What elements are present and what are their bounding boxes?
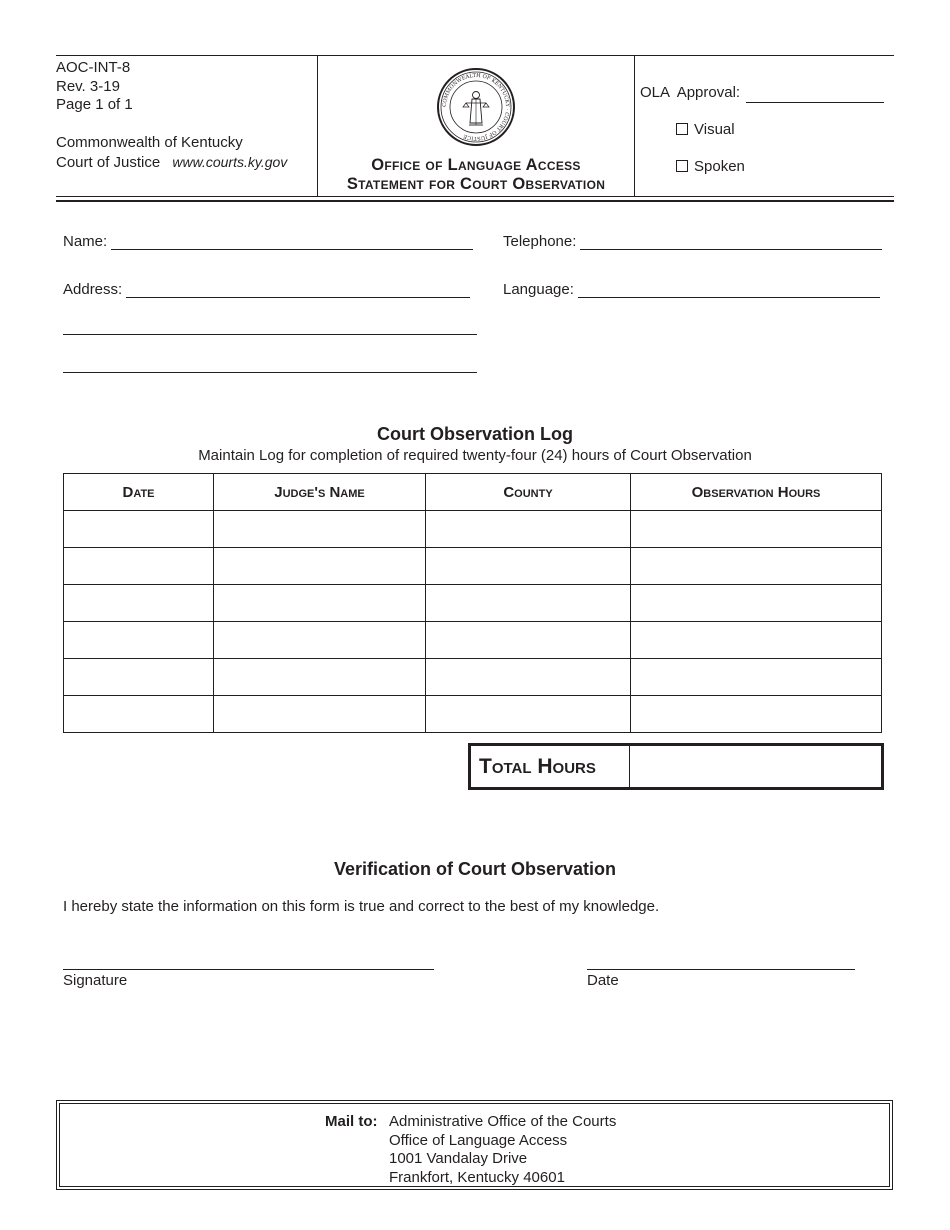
table-row: [64, 659, 882, 696]
date-cell[interactable]: [64, 659, 214, 696]
date-label: Date: [587, 972, 619, 989]
total-hours-cell[interactable]: [630, 743, 884, 790]
date-line[interactable]: [587, 969, 855, 970]
judge-name-cell[interactable]: [214, 548, 426, 585]
county-cell[interactable]: [426, 622, 631, 659]
table-row: [64, 622, 882, 659]
form-page: Page 1 of 1: [56, 96, 133, 113]
date-cell[interactable]: [64, 548, 214, 585]
court-website: www.courts.ky.gov: [172, 153, 288, 170]
mail-address: [389, 1113, 616, 1187]
table-row: [64, 696, 882, 733]
form-info: [56, 59, 133, 115]
form-number: AOC-INT-8: [56, 59, 131, 76]
verification-title: Verification of Court Observation: [333, 859, 617, 879]
telephone-input-line[interactable]: [580, 235, 882, 250]
visual-checkbox[interactable]: [676, 123, 688, 135]
hours-cell[interactable]: [631, 585, 882, 622]
ola-approval-label: OLA Approval:: [640, 84, 741, 101]
address-input-line-1[interactable]: [126, 283, 470, 298]
total-hours-label: Total Hours: [468, 743, 630, 790]
mail-line-1: Administrative Office of the Courts: [389, 1113, 617, 1130]
mail-to-box: [56, 1100, 893, 1190]
address-label: Address:: [63, 281, 123, 298]
header-divider-right: [634, 55, 635, 197]
date-cell[interactable]: [64, 511, 214, 548]
column-header-judge: Judge's Name: [214, 474, 426, 511]
hours-cell[interactable]: [631, 511, 882, 548]
visual-label: Visual: [694, 121, 735, 138]
header-top-rule: [56, 55, 894, 56]
language-label: Language:: [503, 281, 574, 298]
language-input-line[interactable]: [578, 283, 880, 298]
spoken-option[interactable]: [676, 158, 745, 177]
statement-title: Statement for Court Observation: [346, 175, 606, 193]
form-revision: Rev. 3-19: [56, 77, 120, 95]
column-header-county: County: [426, 474, 631, 511]
court-info: [56, 134, 287, 172]
spoken-checkbox[interactable]: [676, 160, 688, 172]
table-row: [64, 511, 882, 548]
county-cell[interactable]: [426, 696, 631, 733]
seal-ring-text: COMMONWEALTH OF KENTUCKY · COURT OF JUSTICE: [441, 72, 511, 142]
judge-name-cell[interactable]: [214, 659, 426, 696]
mail-line-3: 1001 Vandalay Drive: [389, 1150, 528, 1167]
column-header-date: Date: [64, 474, 214, 511]
name-input-line[interactable]: [111, 235, 473, 250]
header-bottom-rule-double: [56, 200, 894, 202]
judge-name-cell[interactable]: [214, 622, 426, 659]
table-row: [64, 585, 882, 622]
court-label: Court of Justice: [56, 153, 161, 171]
table-body: [64, 511, 882, 733]
judge-name-cell[interactable]: [214, 585, 426, 622]
signature-line[interactable]: [63, 969, 434, 970]
county-cell[interactable]: [426, 548, 631, 585]
signature-label: Signature: [63, 972, 128, 989]
office-title: Office of Language Access: [371, 156, 581, 174]
visual-option[interactable]: [676, 121, 735, 140]
verification-statement: I hereby state the information on this form is true and correct to the best of my knowledge.: [63, 898, 660, 915]
address-field: [63, 281, 470, 298]
log-title: Court Observation Log: [376, 424, 573, 444]
date-cell[interactable]: [64, 622, 214, 659]
mail-to-label: Mail to:: [325, 1113, 378, 1130]
telephone-field: [503, 233, 882, 250]
table-header-row: [64, 474, 882, 511]
name-field: [63, 233, 473, 250]
ola-approval: [640, 84, 884, 103]
hours-cell[interactable]: [631, 696, 882, 733]
county-cell[interactable]: [426, 511, 631, 548]
address-input-line-2[interactable]: [63, 334, 477, 335]
address-input-line-3[interactable]: [63, 372, 477, 373]
name-label: Name:: [63, 233, 108, 250]
header-bottom-rule: [56, 196, 894, 197]
judge-name-cell[interactable]: [214, 696, 426, 733]
mail-line-2: Office of Language Access: [389, 1131, 568, 1149]
date-cell[interactable]: [64, 696, 214, 733]
hours-cell[interactable]: [631, 659, 882, 696]
county-cell[interactable]: [426, 659, 631, 696]
commonwealth-label: Commonwealth of Kentucky: [56, 134, 243, 151]
column-header-hours: Observation Hours: [631, 474, 882, 511]
hours-cell[interactable]: [631, 548, 882, 585]
spoken-label: Spoken: [694, 158, 745, 175]
log-subtitle: Maintain Log for completion of required twenty-four (24) hours of Court Observation: [198, 447, 752, 464]
county-cell[interactable]: [426, 585, 631, 622]
hours-cell[interactable]: [631, 622, 882, 659]
telephone-label: Telephone:: [503, 233, 577, 250]
observation-log-table: [63, 473, 882, 733]
date-cell[interactable]: [64, 585, 214, 622]
judge-name-cell[interactable]: [214, 511, 426, 548]
ola-approval-line[interactable]: [746, 88, 884, 103]
mail-line-4: Frankfort, Kentucky 40601: [389, 1168, 565, 1186]
court-seal-icon: [436, 67, 516, 147]
table-row: [64, 548, 882, 585]
language-field: [503, 281, 880, 298]
